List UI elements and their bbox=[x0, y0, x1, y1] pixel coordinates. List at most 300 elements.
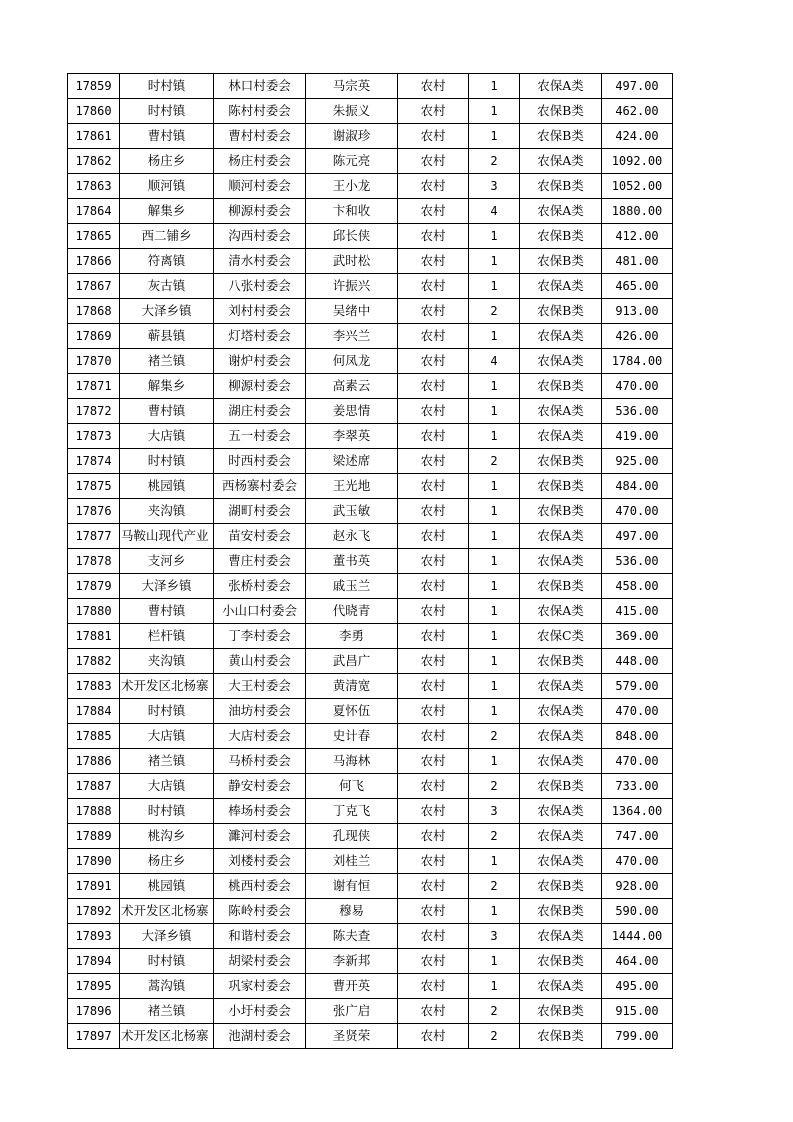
table-row bbox=[68, 274, 673, 299]
table-row bbox=[68, 374, 673, 399]
person-name-cell: 马宗英 bbox=[306, 74, 398, 99]
record-id-cell: 17860 bbox=[68, 99, 120, 124]
amount-cell: 497.00 bbox=[602, 74, 673, 99]
village-committee-cell: 大店村委会 bbox=[214, 724, 306, 749]
table-row bbox=[68, 499, 673, 524]
town-cell: 褚兰镇 bbox=[120, 749, 214, 774]
record-id-cell: 17869 bbox=[68, 324, 120, 349]
record-id-cell: 17881 bbox=[68, 624, 120, 649]
household-count-cell: 1 bbox=[469, 124, 520, 149]
town-cell: 时村镇 bbox=[120, 99, 214, 124]
village-committee-cell: 灯塔村委会 bbox=[214, 324, 306, 349]
area-type-cell: 农村 bbox=[398, 974, 469, 999]
person-name-cell: 卞和收 bbox=[306, 199, 398, 224]
amount-cell: 465.00 bbox=[602, 274, 673, 299]
village-committee-cell: 池湖村委会 bbox=[214, 1024, 306, 1049]
amount-cell: 928.00 bbox=[602, 874, 673, 899]
village-committee-cell: 巩家村委会 bbox=[214, 974, 306, 999]
household-count-cell: 1 bbox=[469, 499, 520, 524]
household-count-cell: 1 bbox=[469, 474, 520, 499]
person-name-cell: 梁述席 bbox=[306, 449, 398, 474]
record-id-cell: 17862 bbox=[68, 149, 120, 174]
table-row bbox=[68, 549, 673, 574]
area-type-cell: 农村 bbox=[398, 949, 469, 974]
village-committee-cell: 柳源村委会 bbox=[214, 374, 306, 399]
household-count-cell: 1 bbox=[469, 399, 520, 424]
person-name-cell: 朱振义 bbox=[306, 99, 398, 124]
amount-cell: 536.00 bbox=[602, 399, 673, 424]
town-cell: 大泽乡镇 bbox=[120, 924, 214, 949]
amount-cell: 481.00 bbox=[602, 249, 673, 274]
amount-cell: 536.00 bbox=[602, 549, 673, 574]
person-name-cell: 刘桂兰 bbox=[306, 849, 398, 874]
record-id-cell: 17890 bbox=[68, 849, 120, 874]
area-type-cell: 农村 bbox=[398, 374, 469, 399]
household-count-cell: 2 bbox=[469, 774, 520, 799]
household-count-cell: 1 bbox=[469, 549, 520, 574]
village-committee-cell: 杨庄村委会 bbox=[214, 149, 306, 174]
village-committee-cell: 柳源村委会 bbox=[214, 199, 306, 224]
household-count-cell: 1 bbox=[469, 624, 520, 649]
person-name-cell: 陈夫查 bbox=[306, 924, 398, 949]
table-row bbox=[68, 74, 673, 99]
town-cell: 蕲县镇 bbox=[120, 324, 214, 349]
record-id-cell: 17879 bbox=[68, 574, 120, 599]
household-count-cell: 2 bbox=[469, 724, 520, 749]
village-committee-cell: 湖町村委会 bbox=[214, 499, 306, 524]
area-type-cell: 农村 bbox=[398, 699, 469, 724]
table-row bbox=[68, 574, 673, 599]
town-cell: 大泽乡镇 bbox=[120, 574, 214, 599]
amount-cell: 925.00 bbox=[602, 449, 673, 474]
table-row bbox=[68, 224, 673, 249]
insurance-category-cell: 农保B类 bbox=[520, 99, 602, 124]
amount-cell: 462.00 bbox=[602, 99, 673, 124]
area-type-cell: 农村 bbox=[398, 549, 469, 574]
person-name-cell: 高素云 bbox=[306, 374, 398, 399]
insurance-category-cell: 农保A类 bbox=[520, 724, 602, 749]
town-cell: 夹沟镇 bbox=[120, 649, 214, 674]
area-type-cell: 农村 bbox=[398, 999, 469, 1024]
insurance-category-cell: 农保B类 bbox=[520, 899, 602, 924]
town-cell: 曹村镇 bbox=[120, 399, 214, 424]
village-committee-cell: 张桥村委会 bbox=[214, 574, 306, 599]
table-row bbox=[68, 599, 673, 624]
insurance-category-cell: 农保B类 bbox=[520, 474, 602, 499]
town-cell: 马鞍山现代产业 bbox=[120, 524, 214, 549]
village-committee-cell: 曹庄村委会 bbox=[214, 549, 306, 574]
area-type-cell: 农村 bbox=[398, 399, 469, 424]
village-committee-cell: 刘楼村委会 bbox=[214, 849, 306, 874]
area-type-cell: 农村 bbox=[398, 524, 469, 549]
person-name-cell: 武时松 bbox=[306, 249, 398, 274]
area-type-cell: 农村 bbox=[398, 849, 469, 874]
household-count-cell: 3 bbox=[469, 924, 520, 949]
village-committee-cell: 刘村村委会 bbox=[214, 299, 306, 324]
village-committee-cell: 丁李村委会 bbox=[214, 624, 306, 649]
insurance-category-cell: 农保A类 bbox=[520, 549, 602, 574]
household-count-cell: 1 bbox=[469, 749, 520, 774]
person-name-cell: 武玉敏 bbox=[306, 499, 398, 524]
insurance-category-cell: 农保A类 bbox=[520, 699, 602, 724]
amount-cell: 1092.00 bbox=[602, 149, 673, 174]
record-id-cell: 17870 bbox=[68, 349, 120, 374]
household-count-cell: 1 bbox=[469, 574, 520, 599]
table-row bbox=[68, 324, 673, 349]
insurance-category-cell: 农保B类 bbox=[520, 124, 602, 149]
area-type-cell: 农村 bbox=[398, 724, 469, 749]
person-name-cell: 李兴兰 bbox=[306, 324, 398, 349]
table-row bbox=[68, 249, 673, 274]
village-committee-cell: 林口村委会 bbox=[214, 74, 306, 99]
table-row bbox=[68, 149, 673, 174]
household-count-cell: 1 bbox=[469, 649, 520, 674]
record-id-cell: 17861 bbox=[68, 124, 120, 149]
area-type-cell: 农村 bbox=[398, 474, 469, 499]
person-name-cell: 王小龙 bbox=[306, 174, 398, 199]
amount-cell: 497.00 bbox=[602, 524, 673, 549]
village-committee-cell: 马桥村委会 bbox=[214, 749, 306, 774]
town-cell: 大泽乡镇 bbox=[120, 299, 214, 324]
person-name-cell: 代晓青 bbox=[306, 599, 398, 624]
table-body bbox=[68, 74, 673, 1049]
person-name-cell: 何飞 bbox=[306, 774, 398, 799]
record-id-cell: 17891 bbox=[68, 874, 120, 899]
insurance-category-cell: 农保A类 bbox=[520, 324, 602, 349]
insurance-category-cell: 农保B类 bbox=[520, 249, 602, 274]
table-row bbox=[68, 924, 673, 949]
record-id-cell: 17867 bbox=[68, 274, 120, 299]
amount-cell: 733.00 bbox=[602, 774, 673, 799]
insurance-category-cell: 农保B类 bbox=[520, 174, 602, 199]
amount-cell: 747.00 bbox=[602, 824, 673, 849]
village-committee-cell: 苗安村委会 bbox=[214, 524, 306, 549]
table-row bbox=[68, 774, 673, 799]
insurance-category-cell: 农保B类 bbox=[520, 574, 602, 599]
record-id-cell: 17865 bbox=[68, 224, 120, 249]
table-row bbox=[68, 399, 673, 424]
household-count-cell: 1 bbox=[469, 524, 520, 549]
town-cell: 术开发区北杨寨 bbox=[120, 899, 214, 924]
household-count-cell: 1 bbox=[469, 224, 520, 249]
amount-cell: 458.00 bbox=[602, 574, 673, 599]
person-name-cell: 圣贤荣 bbox=[306, 1024, 398, 1049]
table-row bbox=[68, 424, 673, 449]
village-committee-cell: 和谐村委会 bbox=[214, 924, 306, 949]
village-committee-cell: 曹村村委会 bbox=[214, 124, 306, 149]
table-row bbox=[68, 874, 673, 899]
table-row bbox=[68, 674, 673, 699]
amount-cell: 470.00 bbox=[602, 849, 673, 874]
village-committee-cell: 西杨寨村委会 bbox=[214, 474, 306, 499]
household-count-cell: 2 bbox=[469, 999, 520, 1024]
record-id-cell: 17877 bbox=[68, 524, 120, 549]
area-type-cell: 农村 bbox=[398, 99, 469, 124]
person-name-cell: 许振兴 bbox=[306, 274, 398, 299]
town-cell: 时村镇 bbox=[120, 449, 214, 474]
table-row bbox=[68, 649, 673, 674]
record-id-cell: 17893 bbox=[68, 924, 120, 949]
village-committee-cell: 时西村委会 bbox=[214, 449, 306, 474]
insurance-category-cell: 农保B类 bbox=[520, 374, 602, 399]
village-committee-cell: 油坊村委会 bbox=[214, 699, 306, 724]
table-row bbox=[68, 99, 673, 124]
town-cell: 大店镇 bbox=[120, 424, 214, 449]
person-name-cell: 武昌广 bbox=[306, 649, 398, 674]
person-name-cell: 夏怀伍 bbox=[306, 699, 398, 724]
person-name-cell: 陈元亮 bbox=[306, 149, 398, 174]
table-row bbox=[68, 824, 673, 849]
person-name-cell: 张广启 bbox=[306, 999, 398, 1024]
village-committee-cell: 顺河村委会 bbox=[214, 174, 306, 199]
insurance-category-cell: 农保A类 bbox=[520, 824, 602, 849]
table-row bbox=[68, 749, 673, 774]
insurance-category-cell: 农保A类 bbox=[520, 749, 602, 774]
town-cell: 曹村镇 bbox=[120, 124, 214, 149]
household-count-cell: 2 bbox=[469, 824, 520, 849]
village-committee-cell: 沟西村委会 bbox=[214, 224, 306, 249]
person-name-cell: 董书英 bbox=[306, 549, 398, 574]
area-type-cell: 农村 bbox=[398, 799, 469, 824]
village-committee-cell: 棒场村委会 bbox=[214, 799, 306, 824]
insurance-category-cell: 农保A类 bbox=[520, 424, 602, 449]
village-committee-cell: 黄山村委会 bbox=[214, 649, 306, 674]
amount-cell: 913.00 bbox=[602, 299, 673, 324]
amount-cell: 415.00 bbox=[602, 599, 673, 624]
insurance-category-cell: 农保C类 bbox=[520, 624, 602, 649]
insurance-category-cell: 农保A类 bbox=[520, 74, 602, 99]
record-id-cell: 17889 bbox=[68, 824, 120, 849]
town-cell: 术开发区北杨寨 bbox=[120, 674, 214, 699]
household-count-cell: 1 bbox=[469, 949, 520, 974]
town-cell: 术开发区北杨寨 bbox=[120, 1024, 214, 1049]
area-type-cell: 农村 bbox=[398, 174, 469, 199]
amount-cell: 799.00 bbox=[602, 1024, 673, 1049]
town-cell: 曹村镇 bbox=[120, 599, 214, 624]
area-type-cell: 农村 bbox=[398, 249, 469, 274]
village-committee-cell: 湖庄村委会 bbox=[214, 399, 306, 424]
household-count-cell: 1 bbox=[469, 99, 520, 124]
amount-cell: 470.00 bbox=[602, 374, 673, 399]
amount-cell: 1364.00 bbox=[602, 799, 673, 824]
insurance-category-cell: 农保B类 bbox=[520, 774, 602, 799]
area-type-cell: 农村 bbox=[398, 874, 469, 899]
town-cell: 桃园镇 bbox=[120, 874, 214, 899]
insurance-category-cell: 农保A类 bbox=[520, 349, 602, 374]
household-count-cell: 2 bbox=[469, 299, 520, 324]
amount-cell: 464.00 bbox=[602, 949, 673, 974]
record-id-cell: 17897 bbox=[68, 1024, 120, 1049]
insurance-category-cell: 农保A类 bbox=[520, 599, 602, 624]
record-id-cell: 17885 bbox=[68, 724, 120, 749]
area-type-cell: 农村 bbox=[398, 649, 469, 674]
table-row bbox=[68, 124, 673, 149]
town-cell: 时村镇 bbox=[120, 949, 214, 974]
amount-cell: 495.00 bbox=[602, 974, 673, 999]
amount-cell: 470.00 bbox=[602, 749, 673, 774]
household-count-cell: 2 bbox=[469, 874, 520, 899]
household-count-cell: 1 bbox=[469, 374, 520, 399]
person-name-cell: 戚玉兰 bbox=[306, 574, 398, 599]
amount-cell: 848.00 bbox=[602, 724, 673, 749]
town-cell: 栏杆镇 bbox=[120, 624, 214, 649]
town-cell: 符离镇 bbox=[120, 249, 214, 274]
insurance-category-cell: 农保A类 bbox=[520, 199, 602, 224]
area-type-cell: 农村 bbox=[398, 449, 469, 474]
town-cell: 桃园镇 bbox=[120, 474, 214, 499]
area-type-cell: 农村 bbox=[398, 224, 469, 249]
area-type-cell: 农村 bbox=[398, 299, 469, 324]
table-row bbox=[68, 299, 673, 324]
amount-cell: 1444.00 bbox=[602, 924, 673, 949]
amount-cell: 915.00 bbox=[602, 999, 673, 1024]
town-cell: 大店镇 bbox=[120, 774, 214, 799]
table-row bbox=[68, 1024, 673, 1049]
household-count-cell: 4 bbox=[469, 349, 520, 374]
town-cell: 灰古镇 bbox=[120, 274, 214, 299]
amount-cell: 426.00 bbox=[602, 324, 673, 349]
person-name-cell: 曹开英 bbox=[306, 974, 398, 999]
record-id-cell: 17875 bbox=[68, 474, 120, 499]
town-cell: 解集乡 bbox=[120, 374, 214, 399]
village-committee-cell: 小山口村委会 bbox=[214, 599, 306, 624]
amount-cell: 1880.00 bbox=[602, 199, 673, 224]
amount-cell: 369.00 bbox=[602, 624, 673, 649]
person-name-cell: 李翠英 bbox=[306, 424, 398, 449]
record-id-cell: 17866 bbox=[68, 249, 120, 274]
table-row bbox=[68, 699, 673, 724]
table-row bbox=[68, 974, 673, 999]
insurance-category-cell: 农保A类 bbox=[520, 974, 602, 999]
household-count-cell: 3 bbox=[469, 174, 520, 199]
record-id-cell: 17871 bbox=[68, 374, 120, 399]
records-table bbox=[67, 73, 673, 1049]
person-name-cell: 史计春 bbox=[306, 724, 398, 749]
village-committee-cell: 大王村委会 bbox=[214, 674, 306, 699]
record-id-cell: 17868 bbox=[68, 299, 120, 324]
insurance-category-cell: 农保A类 bbox=[520, 924, 602, 949]
insurance-category-cell: 农保B类 bbox=[520, 499, 602, 524]
table-row bbox=[68, 724, 673, 749]
table-row bbox=[68, 899, 673, 924]
record-id-cell: 17874 bbox=[68, 449, 120, 474]
amount-cell: 419.00 bbox=[602, 424, 673, 449]
household-count-cell: 1 bbox=[469, 249, 520, 274]
table-row bbox=[68, 199, 673, 224]
area-type-cell: 农村 bbox=[398, 924, 469, 949]
insurance-category-cell: 农保B类 bbox=[520, 874, 602, 899]
record-id-cell: 17876 bbox=[68, 499, 120, 524]
record-id-cell: 17864 bbox=[68, 199, 120, 224]
town-cell: 西二铺乡 bbox=[120, 224, 214, 249]
insurance-category-cell: 农保A类 bbox=[520, 524, 602, 549]
insurance-category-cell: 农保A类 bbox=[520, 149, 602, 174]
table-row bbox=[68, 849, 673, 874]
household-count-cell: 3 bbox=[469, 799, 520, 824]
insurance-category-cell: 农保B类 bbox=[520, 1024, 602, 1049]
insurance-category-cell: 农保A类 bbox=[520, 274, 602, 299]
person-name-cell: 何凤龙 bbox=[306, 349, 398, 374]
area-type-cell: 农村 bbox=[398, 124, 469, 149]
record-id-cell: 17883 bbox=[68, 674, 120, 699]
amount-cell: 590.00 bbox=[602, 899, 673, 924]
person-name-cell: 黄清宽 bbox=[306, 674, 398, 699]
town-cell: 顺河镇 bbox=[120, 174, 214, 199]
record-id-cell: 17886 bbox=[68, 749, 120, 774]
table-row bbox=[68, 174, 673, 199]
village-committee-cell: 胡梁村委会 bbox=[214, 949, 306, 974]
record-id-cell: 17896 bbox=[68, 999, 120, 1024]
household-count-cell: 1 bbox=[469, 274, 520, 299]
area-type-cell: 农村 bbox=[398, 149, 469, 174]
table-row bbox=[68, 999, 673, 1024]
town-cell: 支河乡 bbox=[120, 549, 214, 574]
area-type-cell: 农村 bbox=[398, 599, 469, 624]
insurance-category-cell: 农保B类 bbox=[520, 999, 602, 1024]
insurance-category-cell: 农保A类 bbox=[520, 674, 602, 699]
area-type-cell: 农村 bbox=[398, 499, 469, 524]
insurance-category-cell: 农保A类 bbox=[520, 799, 602, 824]
person-name-cell: 谢有恒 bbox=[306, 874, 398, 899]
village-committee-cell: 静安村委会 bbox=[214, 774, 306, 799]
insurance-category-cell: 农保B类 bbox=[520, 949, 602, 974]
household-count-cell: 1 bbox=[469, 74, 520, 99]
town-cell: 时村镇 bbox=[120, 799, 214, 824]
table-row bbox=[68, 799, 673, 824]
record-id-cell: 17887 bbox=[68, 774, 120, 799]
household-count-cell: 2 bbox=[469, 449, 520, 474]
person-name-cell: 孔现侠 bbox=[306, 824, 398, 849]
town-cell: 大店镇 bbox=[120, 724, 214, 749]
insurance-category-cell: 农保B类 bbox=[520, 449, 602, 474]
amount-cell: 424.00 bbox=[602, 124, 673, 149]
area-type-cell: 农村 bbox=[398, 1024, 469, 1049]
table-row bbox=[68, 474, 673, 499]
record-id-cell: 17873 bbox=[68, 424, 120, 449]
person-name-cell: 姜思情 bbox=[306, 399, 398, 424]
town-cell: 褚兰镇 bbox=[120, 349, 214, 374]
person-name-cell: 李勇 bbox=[306, 624, 398, 649]
record-id-cell: 17884 bbox=[68, 699, 120, 724]
household-count-cell: 4 bbox=[469, 199, 520, 224]
village-committee-cell: 谢炉村委会 bbox=[214, 349, 306, 374]
area-type-cell: 农村 bbox=[398, 749, 469, 774]
household-count-cell: 1 bbox=[469, 599, 520, 624]
amount-cell: 470.00 bbox=[602, 699, 673, 724]
village-committee-cell: 小圩村委会 bbox=[214, 999, 306, 1024]
record-id-cell: 17882 bbox=[68, 649, 120, 674]
table-row bbox=[68, 949, 673, 974]
village-committee-cell: 清水村委会 bbox=[214, 249, 306, 274]
person-name-cell: 谢淑珍 bbox=[306, 124, 398, 149]
person-name-cell: 穆易 bbox=[306, 899, 398, 924]
household-count-cell: 1 bbox=[469, 899, 520, 924]
person-name-cell: 丁克飞 bbox=[306, 799, 398, 824]
household-count-cell: 1 bbox=[469, 324, 520, 349]
town-cell: 蒿沟镇 bbox=[120, 974, 214, 999]
area-type-cell: 农村 bbox=[398, 324, 469, 349]
insurance-category-cell: 农保A类 bbox=[520, 399, 602, 424]
record-id-cell: 17878 bbox=[68, 549, 120, 574]
person-name-cell: 邱长侠 bbox=[306, 224, 398, 249]
household-count-cell: 2 bbox=[469, 149, 520, 174]
record-id-cell: 17872 bbox=[68, 399, 120, 424]
table-row bbox=[68, 449, 673, 474]
person-name-cell: 王光地 bbox=[306, 474, 398, 499]
town-cell: 褚兰镇 bbox=[120, 999, 214, 1024]
record-id-cell: 17880 bbox=[68, 599, 120, 624]
area-type-cell: 农村 bbox=[398, 824, 469, 849]
